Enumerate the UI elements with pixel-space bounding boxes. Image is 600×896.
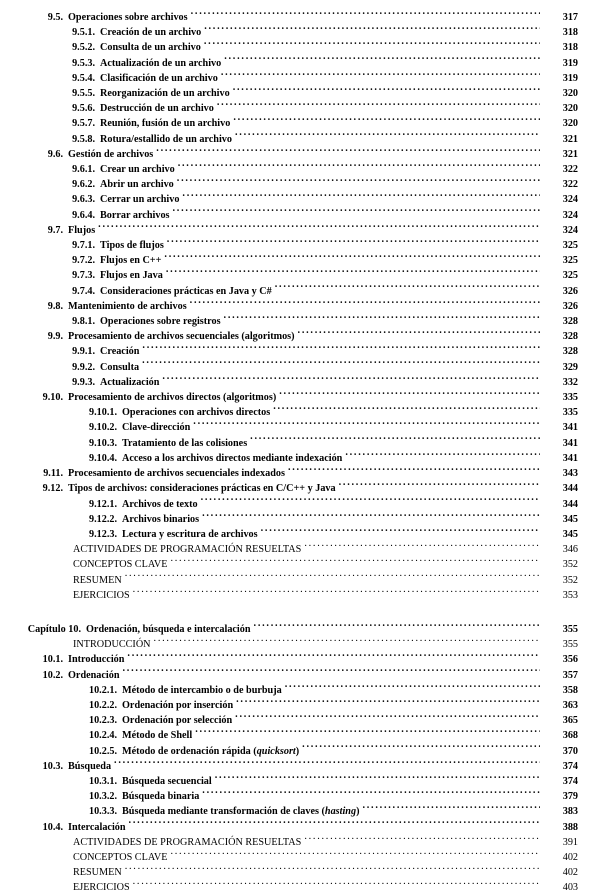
toc-page-number: 356: [562, 654, 578, 666]
toc-page-number: 317: [562, 12, 578, 23]
toc-entry-number: 10.2.: [42, 669, 63, 681]
toc-page-number: 335: [562, 392, 578, 404]
toc-page-number: 329: [562, 361, 578, 373]
toc-entry-number: 9.6.3.: [72, 194, 95, 206]
toc-entry-label: INTRODUCCIÓN: [73, 639, 151, 651]
toc-entry-number: 9.10.: [42, 392, 63, 404]
toc-leader-dots: [224, 56, 540, 66]
toc-entry-number: 9.12.: [42, 483, 63, 495]
toc-row[interactable]: [0, 192, 600, 207]
toc-entry-number: 9.9.: [47, 331, 63, 343]
table-of-contents: [0, 10, 600, 896]
toc-entry-number: 9.12.1.: [88, 498, 117, 510]
toc-page-number: 352: [562, 559, 578, 571]
toc-entry-label: Método de ordenación rápida (quicksort): [122, 745, 300, 757]
toc-entry-number: 9.7.4.: [72, 285, 95, 297]
toc-row[interactable]: [0, 451, 600, 466]
toc-leader-dots: [275, 284, 540, 294]
toc-leader-dots: [125, 573, 540, 583]
toc-entry-number: 9.10.1.: [88, 407, 117, 419]
toc-row[interactable]: [0, 344, 600, 359]
toc-leader-dots: [273, 405, 540, 415]
toc-page-number: 370: [562, 745, 578, 757]
toc-row[interactable]: [0, 759, 600, 774]
toc-entry-number: 9.12.2.: [88, 513, 117, 525]
toc-entry-label: RESUMEN: [73, 867, 122, 879]
toc-entry-label: Flujos en Java: [100, 270, 163, 282]
toc-row[interactable]: [0, 865, 600, 880]
toc-entry-number: 9.8.1.: [72, 316, 95, 328]
toc-entry-label: EJERCICIOS: [73, 589, 130, 601]
toc-entry-label: EJERCICIOS: [73, 882, 130, 894]
toc-entry-label: Flujos en C++: [100, 255, 162, 267]
toc-row[interactable]: [0, 728, 600, 743]
toc-page-number: 346: [562, 544, 578, 556]
toc-leader-dots: [202, 789, 540, 799]
toc-entry-number: 10.2.4.: [88, 730, 117, 742]
toc-entry-label: Archivos de texto: [122, 498, 198, 510]
toc-entry-number: 9.7.: [47, 224, 63, 236]
toc-page-number: 322: [562, 179, 578, 191]
toc-entry-label: Tipos de archivos: consideraciones prácticas en C/C++ y Java: [68, 483, 336, 495]
toc-row[interactable]: [0, 238, 600, 253]
toc-leader-dots: [173, 208, 540, 218]
toc-entry-label-italic: hasting: [324, 806, 357, 818]
toc-row[interactable]: [0, 774, 600, 789]
toc-entry-label: Tipos de flujos: [100, 240, 164, 252]
toc-entry-label: Cerrar un archivo: [100, 194, 180, 206]
toc-entry-number: 9.5.3.: [72, 57, 95, 69]
toc-leader-dots: [129, 820, 540, 830]
toc-row[interactable]: [0, 557, 600, 572]
toc-entry-number: 9.10.3.: [88, 437, 117, 449]
toc-entry-label: Búsqueda: [68, 760, 112, 772]
toc-entry-label: Ordenación por selección: [122, 715, 233, 727]
toc-page-number: 324: [562, 194, 578, 206]
toc-entry-label: Reunión, fusión de un archivo: [100, 118, 231, 130]
toc-entry-label: Operaciones sobre archivos: [68, 12, 188, 23]
toc-row[interactable]: [0, 789, 600, 804]
toc-page-number: 403: [562, 882, 578, 894]
toc-row[interactable]: [0, 208, 600, 223]
toc-leader-dots: [178, 162, 540, 172]
toc-entry-label: Actualización de un archivo: [100, 57, 222, 69]
toc-leader-dots: [133, 880, 540, 890]
toc-row[interactable]: [0, 481, 600, 496]
toc-entry-label: Operaciones sobre registros: [100, 316, 221, 328]
toc-page-number: 325: [562, 255, 578, 267]
toc-entry-number: 9.5.1.: [72, 27, 95, 39]
toc-row[interactable]: [0, 10, 600, 25]
toc-page-number: 326: [562, 300, 578, 312]
toc-row[interactable]: [0, 116, 600, 131]
toc-leader-dots: [191, 10, 540, 20]
toc-page-number: 383: [562, 806, 578, 818]
toc-entry-label: Archivos binarios: [122, 513, 200, 525]
toc-row[interactable]: [0, 56, 600, 71]
toc-page-number: 344: [562, 483, 578, 495]
toc-page-number: 328: [562, 316, 578, 328]
toc-leader-dots: [302, 744, 540, 754]
toc-entry-label: Flujos: [68, 224, 96, 236]
toc-entry-number: 9.8.: [47, 300, 63, 312]
toc-entry-label: Reorganización de un archivo: [100, 88, 230, 100]
toc-page-number: 365: [562, 715, 578, 727]
toc-entry-label: Destrucción de un archivo: [100, 103, 214, 115]
toc-row[interactable]: [0, 588, 600, 603]
toc-entry-label: CONCEPTOS CLAVE: [73, 851, 168, 863]
toc-row[interactable]: [0, 420, 600, 435]
toc-entry-label: Mantenimiento de archivos: [68, 300, 187, 312]
toc-page-number: 320: [562, 118, 578, 130]
toc-page-number: 388: [562, 821, 578, 833]
toc-entry-label: Consulta de un archivo: [100, 42, 201, 54]
toc-row[interactable]: [0, 284, 600, 299]
toc-leader-dots: [362, 804, 540, 814]
toc-entry-number: 10.2.5.: [88, 745, 117, 757]
toc-page-number: 345: [562, 528, 578, 540]
toc-page-number: 345: [562, 513, 578, 525]
toc-page-number: 324: [562, 209, 578, 221]
toc-entry-number: 9.5.8.: [72, 133, 95, 145]
toc-row[interactable]: [0, 713, 600, 728]
toc-entry-label: Método de Shell: [122, 730, 193, 742]
toc-entry-label: Clasificación de un archivo: [100, 72, 218, 84]
toc-entry-number: 9.10.4.: [88, 452, 117, 464]
toc-page-number: 322: [562, 164, 578, 176]
toc-entry-number: 9.10.2.: [88, 422, 117, 434]
toc-entry-number: 9.5.5.: [72, 88, 95, 100]
toc-row[interactable]: [0, 497, 600, 512]
toc-page-number: 320: [562, 103, 578, 115]
toc-leader-dots: [233, 86, 540, 96]
toc-page-number: 402: [562, 867, 578, 879]
toc-row[interactable]: [0, 132, 600, 147]
toc-entry-number: 10.2.3.: [88, 715, 117, 727]
toc-leader-dots: [215, 774, 540, 784]
toc-leader-dots: [123, 668, 540, 678]
toc-row[interactable]: [0, 512, 600, 527]
toc-entry-label: Crear un archivo: [100, 164, 175, 176]
toc-row[interactable]: [0, 637, 600, 652]
toc-chapter-row[interactable]: [0, 622, 600, 637]
toc-row[interactable]: [0, 329, 600, 344]
toc-row[interactable]: [0, 86, 600, 101]
toc-entry-number: 9.5.4.: [72, 72, 95, 84]
toc-leader-dots: [154, 637, 540, 647]
toc-leader-dots: [288, 466, 540, 476]
toc-entry-label: Procesamiento de archivos secuenciales (algoritmos): [68, 331, 295, 343]
toc-leader-dots: [261, 527, 540, 537]
toc-row[interactable]: [0, 177, 600, 192]
toc-row[interactable]: [0, 744, 600, 759]
toc-row[interactable]: [0, 573, 600, 588]
toc-leader-dots: [166, 268, 540, 278]
toc-leader-dots: [195, 728, 540, 738]
toc-row[interactable]: [0, 360, 600, 375]
toc-leader-dots: [221, 71, 540, 81]
toc-leader-dots: [233, 116, 540, 126]
toc-entry-label: Creación: [100, 346, 140, 358]
toc-leader-dots: [304, 835, 540, 845]
toc-row[interactable]: [0, 162, 600, 177]
toc-row[interactable]: [0, 850, 600, 865]
toc-entry-number: 10.3.3.: [88, 806, 117, 818]
toc-row[interactable]: [0, 314, 600, 329]
section-gap: [0, 603, 600, 622]
toc-row[interactable]: [0, 268, 600, 283]
toc-entry-label: Procesamiento de archivos secuenciales indexados: [68, 468, 285, 480]
toc-entry-number: 9.6.4.: [72, 209, 95, 221]
toc-entry-label: Introducción: [68, 654, 125, 666]
toc-entry-number: 9.7.1.: [72, 240, 95, 252]
toc-entry-label: Ordenación: [68, 669, 120, 681]
toc-page-number: 352: [562, 574, 578, 586]
toc-entry-label: Búsqueda mediante transformación de claves (hasting): [122, 806, 360, 818]
toc-leader-dots: [127, 652, 540, 662]
toc-leader-dots: [235, 132, 540, 142]
toc-leader-dots: [204, 40, 540, 50]
toc-entry-number: 10.3.: [42, 760, 63, 772]
toc-leader-dots: [279, 390, 540, 400]
toc-row[interactable]: [0, 253, 600, 268]
toc-page-number: 402: [562, 851, 578, 863]
toc-row[interactable]: [0, 542, 600, 557]
toc-entry-label: Consideraciones prácticas en Java y C#: [100, 285, 272, 297]
toc-leader-dots: [170, 850, 540, 860]
toc-entry-label: Búsqueda binaria: [122, 791, 200, 803]
toc-row[interactable]: [0, 40, 600, 55]
toc-row[interactable]: [0, 25, 600, 40]
toc-row[interactable]: [0, 820, 600, 835]
toc-entry-number: 9.5.: [47, 12, 63, 23]
toc-leader-dots: [235, 713, 540, 723]
toc-row[interactable]: [0, 101, 600, 116]
toc-page-number: 358: [562, 684, 578, 696]
toc-row[interactable]: [0, 375, 600, 390]
toc-row[interactable]: [0, 299, 600, 314]
toc-page-number: 326: [562, 285, 578, 297]
toc-entry-number: 10.3.1.: [88, 775, 117, 787]
toc-leader-dots: [182, 192, 540, 202]
toc-entry-number: Capítulo 10.: [27, 623, 81, 635]
toc-page-number: 318: [562, 42, 578, 54]
toc-entry-label: Búsqueda secuencial: [122, 775, 212, 787]
toc-entry-label: Ordenación por inserción: [122, 699, 234, 711]
toc-entry-number: 9.7.2.: [72, 255, 95, 267]
toc-entry-number: 9.6.1.: [72, 164, 95, 176]
toc-entry-number: 9.6.2.: [72, 179, 95, 191]
toc-row[interactable]: [0, 652, 600, 667]
toc-leader-dots: [193, 420, 540, 430]
toc-row[interactable]: [0, 390, 600, 405]
toc-page-number: 321: [562, 148, 578, 160]
toc-leader-dots: [204, 25, 540, 35]
toc-entry-number: 9.5.6.: [72, 103, 95, 115]
toc-page-number: 325: [562, 240, 578, 252]
toc-leader-dots: [133, 588, 540, 598]
toc-leader-dots: [114, 759, 540, 769]
toc-entry-number: 10.1.: [42, 654, 63, 666]
toc-row[interactable]: [0, 683, 600, 698]
toc-leader-dots: [254, 622, 540, 632]
toc-page-number: 328: [562, 331, 578, 343]
toc-entry-label: RESUMEN: [73, 574, 122, 586]
toc-leader-dots: [217, 101, 540, 111]
toc-entry-label: ACTIVIDADES DE PROGRAMACIÓN RESUELTAS: [73, 544, 302, 556]
toc-page-number: 325: [562, 270, 578, 282]
toc-leader-dots: [98, 223, 540, 233]
toc-entry-label: Ordenación, búsqueda e intercalación: [86, 623, 251, 635]
toc-page-number: 344: [562, 498, 578, 510]
toc-page-number: 332: [562, 376, 578, 388]
toc-leader-dots: [339, 481, 540, 491]
toc-page-number: 363: [562, 699, 578, 711]
toc-leader-dots: [202, 512, 540, 522]
toc-page-number: 320: [562, 88, 578, 100]
toc-entry-label: Consulta: [100, 361, 140, 373]
toc-leader-dots: [167, 238, 540, 248]
toc-entry-label: Gestión de archivos: [68, 148, 154, 160]
toc-page-number: 321: [562, 133, 578, 145]
toc-leader-dots: [125, 865, 540, 875]
toc-page-number: 357: [562, 669, 578, 681]
toc-entry-label: Lectura y escritura de archivos: [122, 528, 258, 540]
toc-leader-dots: [285, 683, 540, 693]
toc-entry-number: 9.12.3.: [88, 528, 117, 540]
toc-entry-number: 9.7.3.: [72, 270, 95, 282]
toc-entry-number: 10.2.1.: [88, 684, 117, 696]
toc-page-number: 353: [562, 589, 578, 601]
toc-row[interactable]: [0, 804, 600, 819]
toc-leader-dots: [236, 698, 540, 708]
toc-page-number: 318: [562, 27, 578, 39]
toc-page-number: 324: [562, 224, 578, 236]
toc-page-number: 379: [562, 791, 578, 803]
toc-leader-dots: [298, 329, 540, 339]
toc-page-number: 343: [562, 468, 578, 480]
toc-row[interactable]: [0, 527, 600, 542]
toc-entry-number: 10.4.: [42, 821, 63, 833]
toc-entry-label: CONCEPTOS CLAVE: [73, 559, 168, 571]
toc-page-number: 319: [562, 72, 578, 84]
toc-row[interactable]: [0, 835, 600, 850]
toc-page-number: 355: [562, 623, 578, 635]
toc-entry-label: Clave-dirección: [122, 422, 191, 434]
toc-entry-label: Rotura/estallido de un archivo: [100, 133, 232, 145]
toc-row[interactable]: [0, 405, 600, 420]
toc-row[interactable]: [0, 698, 600, 713]
toc-entry-label: Intercalación: [68, 821, 126, 833]
toc-page-number: 368: [562, 730, 578, 742]
toc-leader-dots: [164, 253, 540, 263]
toc-entry-label: Método de intercambio o de burbuja: [122, 684, 282, 696]
toc-page-number: 374: [562, 775, 578, 787]
toc-page-number: 355: [562, 639, 578, 651]
toc-entry-number: 9.5.2.: [72, 42, 95, 54]
toc-leader-dots: [177, 177, 540, 187]
toc-leader-dots: [190, 299, 540, 309]
toc-leader-dots: [156, 147, 540, 157]
toc-page-number: 328: [562, 346, 578, 358]
toc-entry-label: ACTIVIDADES DE PROGRAMACIÓN RESUELTAS: [73, 836, 302, 848]
toc-entry-label: Acceso a los archivos directos mediante indexación: [122, 452, 343, 464]
toc-entry-label: Operaciones con archivos directos: [122, 407, 271, 419]
toc-entry-number: 9.5.7.: [72, 118, 95, 130]
toc-entry-number: 9.9.2.: [72, 361, 95, 373]
toc-row[interactable]: [0, 223, 600, 238]
toc-leader-dots: [142, 344, 540, 354]
toc-leader-dots: [201, 497, 540, 507]
toc-entry-label: Abrir un archivo: [100, 179, 174, 191]
toc-leader-dots: [345, 451, 540, 461]
toc-row[interactable]: [0, 71, 600, 86]
toc-entry-number: 9.11.: [43, 468, 63, 480]
toc-leader-dots: [170, 557, 540, 567]
toc-leader-dots: [250, 436, 540, 446]
toc-entry-number: 10.2.2.: [88, 699, 117, 711]
toc-row[interactable]: [0, 880, 600, 895]
toc-leader-dots: [142, 360, 540, 370]
toc-leader-dots: [224, 314, 540, 324]
toc-page-number: 341: [562, 437, 578, 449]
toc-page-number: 319: [562, 57, 578, 69]
toc-entry-label: Creación de un archivo: [100, 27, 202, 39]
toc-page-number: 341: [562, 422, 578, 434]
toc-entry-label: Actualización: [100, 376, 160, 388]
toc-entry-number: 10.3.2.: [88, 791, 117, 803]
toc-row[interactable]: [0, 147, 600, 162]
toc-page-number: 391: [562, 836, 578, 848]
toc-leader-dots: [162, 375, 540, 385]
toc-entry-label: Procesamiento de archivos directos (algoritmos): [68, 392, 277, 404]
toc-row[interactable]: [0, 668, 600, 683]
toc-entry-number: 9.9.1.: [72, 346, 95, 358]
toc-row[interactable]: [0, 436, 600, 451]
toc-entry-number: 9.9.3.: [72, 376, 95, 388]
toc-page-number: 374: [562, 760, 578, 772]
toc-entry-label-italic: quicksort: [256, 745, 296, 757]
toc-page-number: 335: [562, 407, 578, 419]
toc-page-number: 341: [562, 452, 578, 464]
toc-row[interactable]: [0, 466, 600, 481]
toc-entry-label: Borrar archivos: [100, 209, 170, 221]
toc-leader-dots: [304, 542, 540, 552]
toc-entry-number: 9.6.: [47, 148, 63, 160]
toc-entry-label: Tratamiento de las colisiones: [122, 437, 248, 449]
